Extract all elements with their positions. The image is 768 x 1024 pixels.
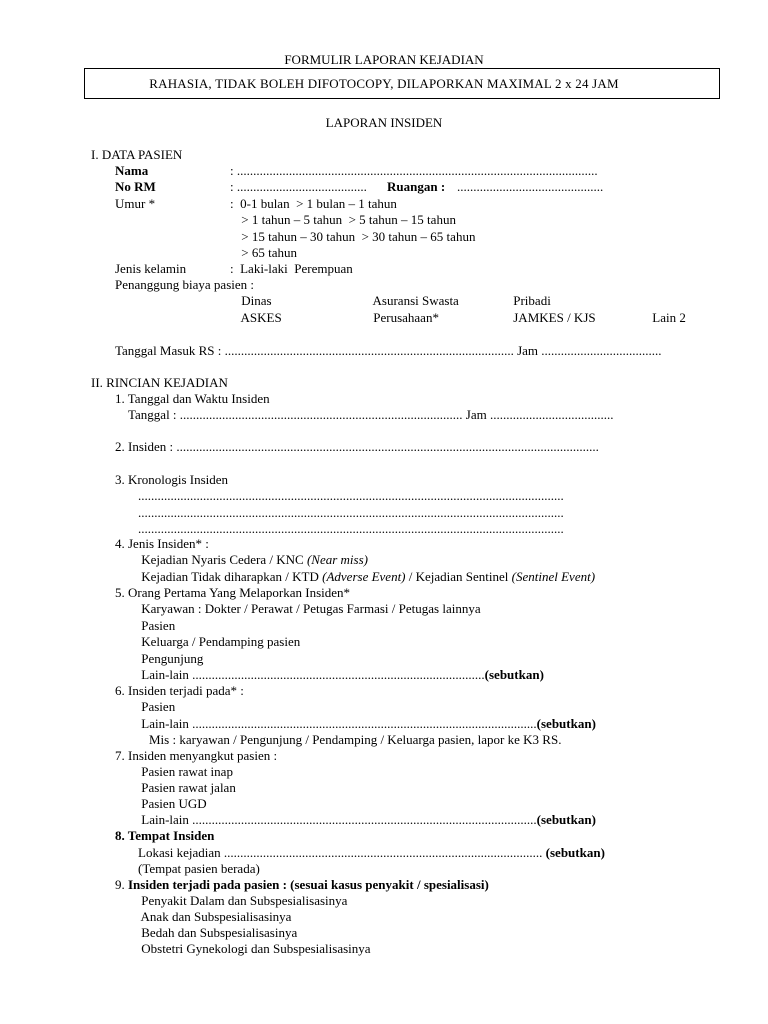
q9-title-text: Insiden terjadi pada pasien : (sesuai kasus penyakit / spesialisasi) bbox=[128, 877, 489, 892]
q4-option-ktd-text: Kejadian Tidak diharapkan / KTD bbox=[138, 569, 323, 584]
q5-option[interactable]: Pengunjung bbox=[138, 651, 204, 666]
q4-option-knc-text: Kejadian Nyaris Cedera / KNC bbox=[138, 552, 307, 567]
q3-title: 3. Kronologis Insiden bbox=[115, 472, 229, 487]
confidential-notice: RAHASIA, TIDAK BOLEH DIFOTOCOPY, DILAPORKAN MAXIMAL 2 x 24 JAM bbox=[149, 76, 619, 91]
nama-field[interactable]: : ............................................................................................................... bbox=[230, 163, 598, 178]
q1-title: 1. Tanggal dan Waktu Insiden bbox=[115, 391, 270, 406]
tanggal-masuk-field[interactable]: Tanggal Masuk RS : ......................................................................................... Jam ..................................... bbox=[115, 343, 662, 358]
q6-option-pasien[interactable]: Pasien bbox=[138, 699, 176, 714]
sebutkan-label: (sebutkan) bbox=[545, 845, 605, 860]
payer-option-asuransi-swasta[interactable]: Asuransi Swasta bbox=[370, 293, 459, 308]
q4-title: 4. Jenis Insiden* : bbox=[115, 536, 209, 551]
payer-option-lain[interactable]: Lain 2 bbox=[649, 310, 686, 325]
q6-lain-lain-text: Lain-lain .......................................................................................................... bbox=[138, 716, 537, 731]
q5-option[interactable]: Keluarga / Pendamping pasien bbox=[138, 634, 301, 649]
q7-lain-lain-text: Lain-lain .......................................................................................................... bbox=[138, 812, 537, 827]
ruangan-field[interactable]: ............................................. bbox=[457, 179, 604, 194]
report-subtitle: LAPORAN INSIDEN bbox=[325, 115, 443, 130]
payer-option-perusahaan[interactable]: Perusahaan* bbox=[370, 310, 439, 325]
umur-option-line[interactable]: : 0-1 bulan > 1 bulan – 1 tahun bbox=[230, 196, 397, 211]
q6-note: Mis : karyawan / Pengunjung / Pendamping / Keluarga pasien, lapor ke K3 RS. bbox=[149, 732, 562, 747]
q6-title: 6. Insiden terjadi pada* : bbox=[115, 683, 244, 698]
q7-option[interactable]: Pasien UGD bbox=[138, 796, 207, 811]
sebutkan-label: (sebutkan) bbox=[484, 667, 544, 682]
payer-option-jamkes-kjs[interactable]: JAMKES / KJS bbox=[510, 310, 596, 325]
payer-option-askes[interactable]: ASKES bbox=[238, 310, 282, 325]
q9-option[interactable]: Anak dan Subspesialisasinya bbox=[138, 909, 292, 924]
q7-option[interactable]: Pasien rawat jalan bbox=[138, 780, 236, 795]
q3-chronology-line[interactable]: ................................................................................................................................... bbox=[138, 488, 564, 503]
q6-option-lain-lain[interactable] bbox=[138, 716, 596, 732]
q3-chronology-line[interactable]: ................................................................................................................................... bbox=[138, 521, 564, 536]
q4-option-sentinel-italic: (Sentinel Event) bbox=[511, 569, 596, 584]
umur-option-line[interactable]: > 15 tahun – 30 tahun > 30 tahun – 65 tahun bbox=[238, 229, 476, 244]
q5-option[interactable]: Pasien bbox=[138, 618, 176, 633]
penanggung-biaya-label: Penanggung biaya pasien : bbox=[115, 277, 254, 292]
q4-option-ktd-italic: (Adverse Event) bbox=[322, 569, 406, 584]
q7-option[interactable]: Pasien rawat inap bbox=[138, 764, 233, 779]
q9-title bbox=[115, 877, 489, 893]
q4-option-sentinel-text: / Kejadian Sentinel bbox=[405, 569, 512, 584]
q8-note: (Tempat pasien berada) bbox=[138, 861, 260, 876]
q2-insiden-field[interactable]: 2. Insiden : .................................................................................................................................. bbox=[115, 439, 599, 454]
q9-option[interactable]: Obstetri Gynekologi dan Subspesialisasinya bbox=[138, 941, 371, 956]
ruangan-label: Ruangan : bbox=[387, 179, 446, 194]
umur-option-line[interactable]: > 65 tahun bbox=[238, 245, 297, 260]
section-rincian-kejadian-heading: II. RINCIAN KEJADIAN bbox=[91, 375, 228, 390]
q9-number: 9. bbox=[115, 877, 128, 892]
no-rm-label: No RM bbox=[115, 179, 156, 194]
q3-chronology-line[interactable]: ................................................................................................................................... bbox=[138, 505, 564, 520]
q5-option-lain-lain[interactable] bbox=[138, 667, 544, 683]
jenis-kelamin-label: Jenis kelamin bbox=[115, 261, 187, 276]
q4-option-ktd[interactable] bbox=[138, 569, 595, 585]
form-title: FORMULIR LAPORAN KEJADIAN bbox=[284, 52, 484, 67]
q5-lain-lain-text: Lain-lain .......................................................................................... bbox=[138, 667, 485, 682]
q5-option[interactable]: Karyawan : Dokter / Perawat / Petugas Farmasi / Petugas lainnya bbox=[138, 601, 481, 616]
jenis-kelamin-options[interactable]: : Laki-laki Perempuan bbox=[230, 261, 353, 276]
q8-lokasi-field[interactable] bbox=[138, 845, 605, 861]
nama-label: Nama bbox=[115, 163, 149, 178]
q9-option[interactable]: Penyakit Dalam dan Subspesialisasinya bbox=[138, 893, 348, 908]
no-rm-field[interactable]: : ........................................ bbox=[230, 179, 367, 194]
q7-option-lain-lain[interactable] bbox=[138, 812, 596, 828]
q7-title: 7. Insiden menyangkut pasien : bbox=[115, 748, 278, 763]
payer-option-dinas[interactable]: Dinas bbox=[238, 293, 272, 308]
umur-option-line[interactable]: > 1 tahun – 5 tahun > 5 tahun – 15 tahun bbox=[238, 212, 456, 227]
q8-lokasi-text: Lokasi kejadian .................................................................................................. bbox=[138, 845, 543, 860]
q8-title: 8. Tempat Insiden bbox=[115, 828, 215, 843]
q4-option-knc[interactable] bbox=[138, 552, 368, 568]
sebutkan-label: (sebutkan) bbox=[536, 716, 596, 731]
q4-option-knc-italic: (Near miss) bbox=[306, 552, 368, 567]
sebutkan-label: (sebutkan) bbox=[536, 812, 596, 827]
q1-tanggal-field[interactable]: Tanggal : ....................................................................................... Jam ...................................... bbox=[128, 407, 614, 422]
section-data-pasien-heading: I. DATA PASIEN bbox=[91, 147, 183, 162]
payer-option-pribadi[interactable]: Pribadi bbox=[510, 293, 551, 308]
q9-option[interactable]: Bedah dan Subspesialisasinya bbox=[138, 925, 298, 940]
q5-title: 5. Orang Pertama Yang Melaporkan Insiden* bbox=[115, 585, 351, 600]
umur-label: Umur * bbox=[115, 196, 156, 211]
